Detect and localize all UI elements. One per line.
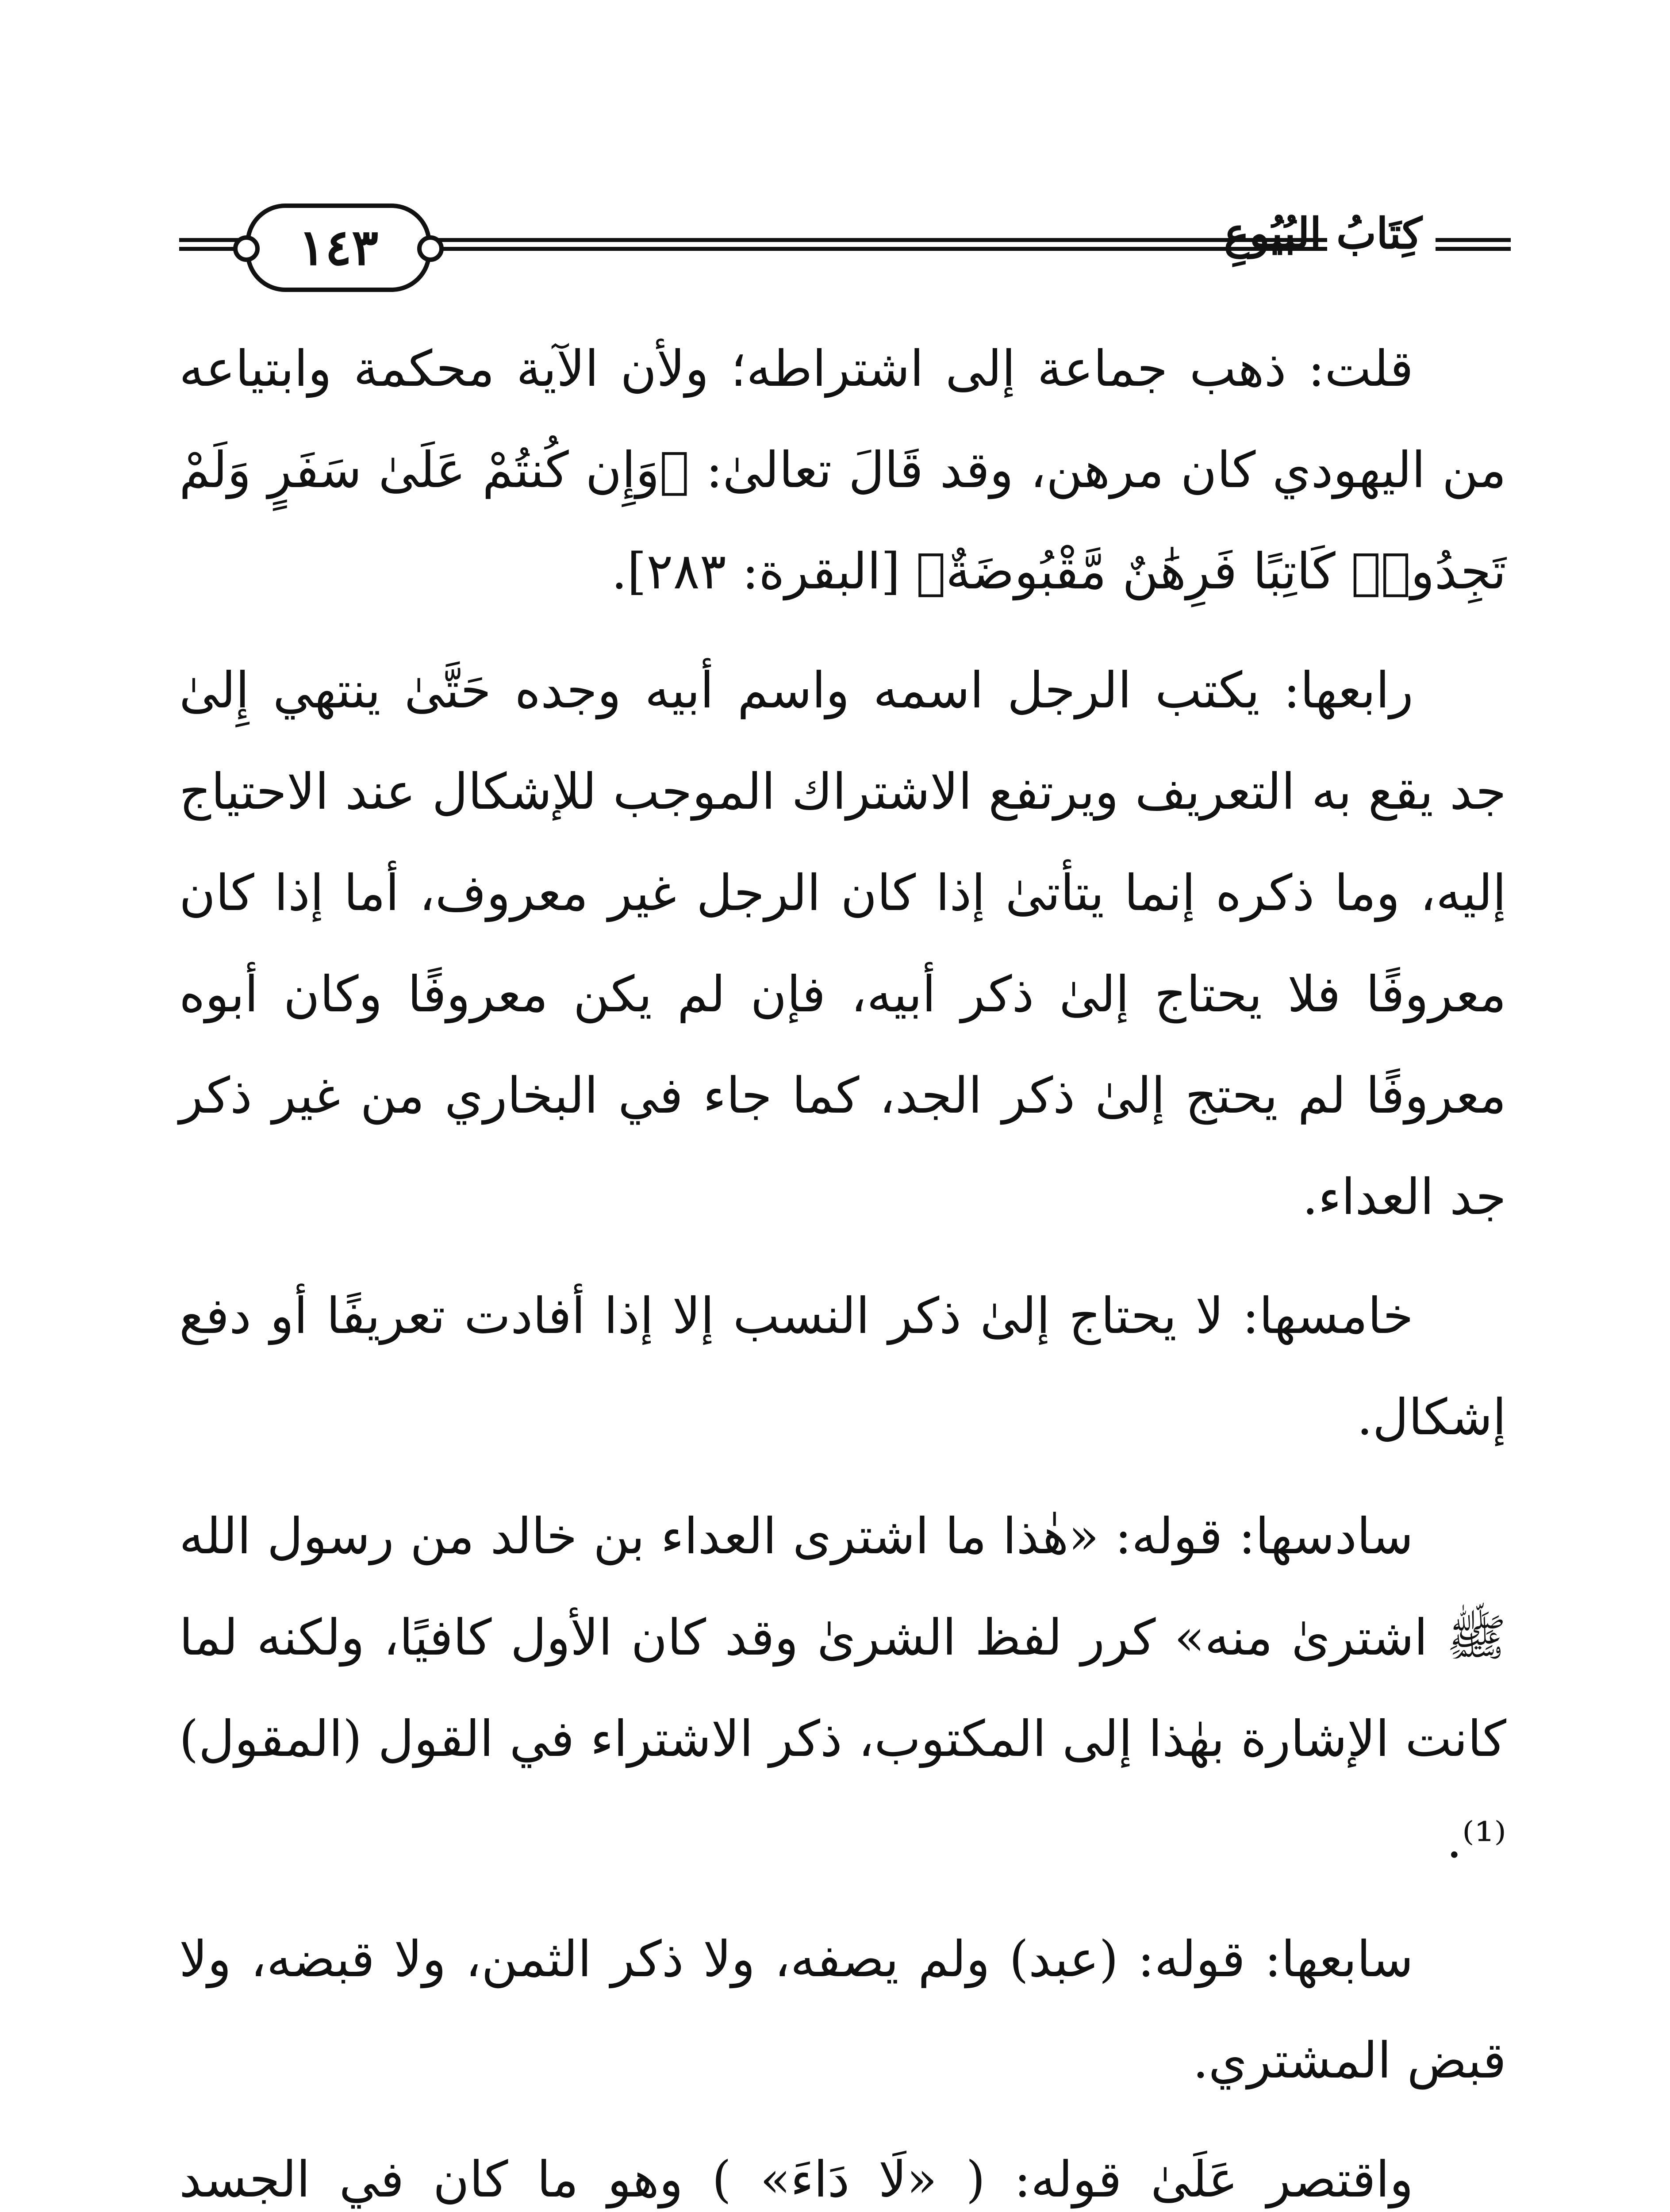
page-number-frame [246, 204, 431, 292]
paragraph-5: سابعها: قوله: (عبد) ولم يصفه، ولا ذكر الثمن، ولا قبضه، ولا قبض المشتري. [179, 1931, 1506, 2089]
header-rule-middle [420, 238, 1327, 251]
page-number: ١٤٣ [298, 219, 379, 276]
body-text [179, 319, 1506, 2212]
header-rule-right [1436, 238, 1511, 251]
paragraph-3: خامسها: لا يحتاج إلىٰ ذكر النسب إلا إذا أفادت تعريفًا أو دفع إشكال. [179, 1287, 1506, 1446]
book-title: كِتَابُ البُيُوعِ [1224, 208, 1422, 258]
paragraph-2: رابعها: يكتب الرجل اسمه واسم أبيه وجده حَتَّىٰ ينتهي إِلىٰ جد يقع به التعريف ويرتفع الاشتراك الموجب للإشكال عند الاحتياج إليه، وما ذكره إنما يتأتىٰ إذا كان الرجل غير معروف، أما إذا كان معروفًا فلا يحتاج إلىٰ ذكر أبيه، فإن لم يكن معروفًا وكان أبوه معروفًا لم يحتج إلىٰ ذكر الجد، كما جاء في البخاري من غير ذكر جد العداء. [179, 662, 1506, 1226]
paragraph-6: واقتصر عَلَىٰ قوله: ( «لَا دَاءَ» ) وهو ما كان في الجسد [179, 2151, 1414, 2208]
paragraph-4: سادسها: قوله: «هٰذا ما اشترى العداء بن خالد من رسول الله ﷺ اشترىٰ منه» كرر لفظ الشرىٰ وقد كان الأول كافيًا، ولكنه لما كانت الإشارة بهٰذا إلى المكتوب، ذكر الاشتراء في القول (المقول)⁽¹⁾. [179, 1508, 1506, 1869]
running-header [179, 190, 1511, 296]
paragraph-1: قلت: ذهب جماعة إلى اشتراطه؛ ولأن الآية محكمة وابتياعه من اليهودي كان مرهن، وقد قَالَ تعالىٰ: ﴿وَإِن كُنتُمْ عَلَىٰ سَفَرٍ وَلَمْ تَجِدُوا۟ كَاتِبًا فَرِهَٰنٌ مَّقْبُوضَةٌ﴾ [البقرة: ٢٨٣]. [179, 340, 1507, 600]
